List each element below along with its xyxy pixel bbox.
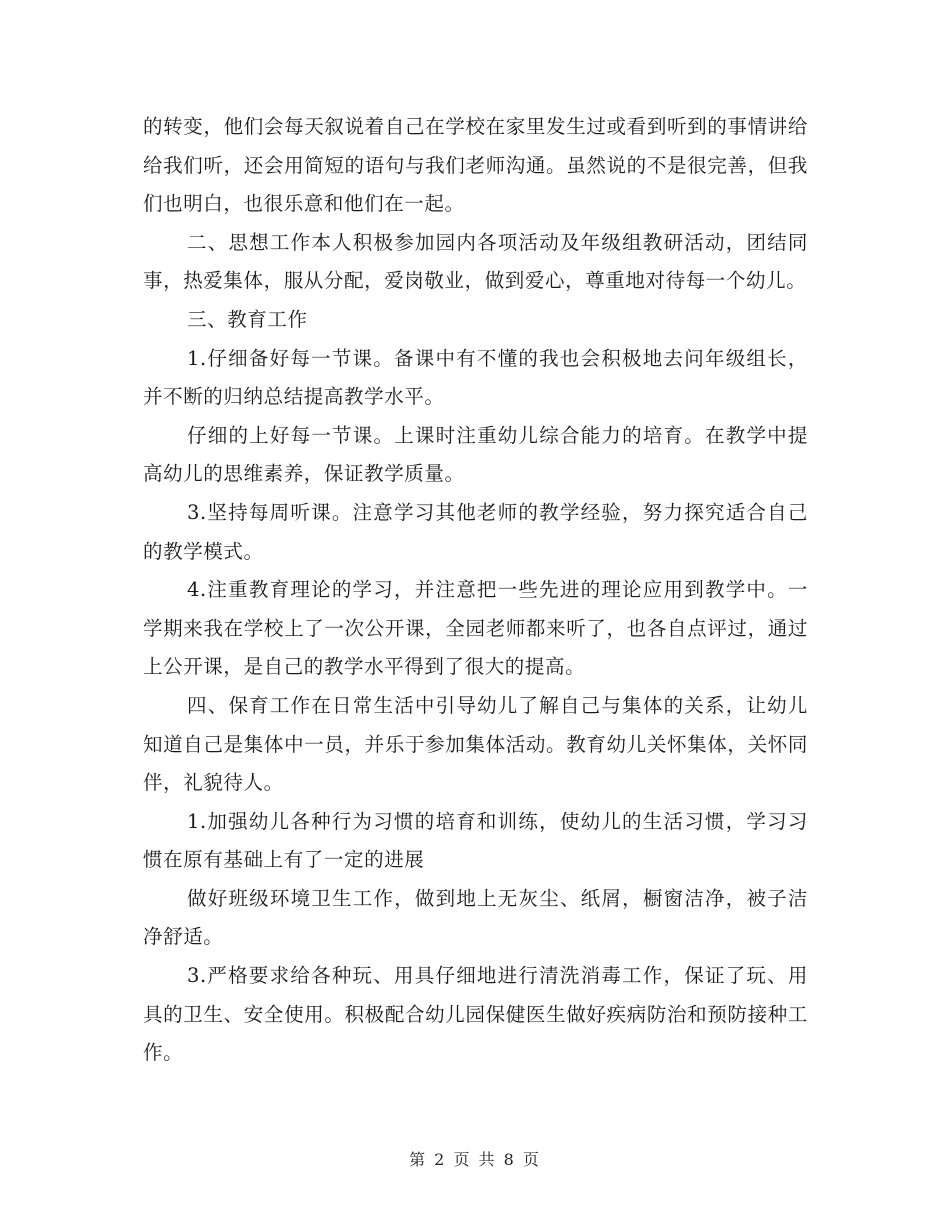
paragraph-8: 四、保育工作在日常生活中引导幼儿了解自己与集体的关系，让幼儿知道自己是集体中一员，并乐于参加集体活动。教育幼儿关怀集体，关怀同伴，礼貌待人。 (143, 693, 808, 795)
paragraph-7: 4.注重教育理论的学习，并注意把一些先进的理论应用到教学中。一学期来我在学校上了一次公开课，全园老师都来听了，也各自点评过，通过上公开课，是自己的教学水平得到了很大的提高。 (143, 578, 808, 679)
paragraph-3: 三、教育工作 (187, 307, 308, 331)
page-number-footer: 第 2 页 共 8 页 (409, 1150, 541, 1169)
paragraph-6: 3.坚持每周听课。注意学习其他老师的教学经验，努力探究适合自己的教学模式。 (143, 500, 808, 563)
paragraph-10: 做好班级环境卫生工作，做到地上无灰尘、纸屑，橱窗洁净，被子洁净舒适。 (143, 886, 808, 949)
paragraph-1: 的转变，他们会每天叙说着自己在学校在家里发生过或看到听到的事情讲给给我们听，还会用简短的语句与我们老师沟通。虽然说的不是很完善，但我们也明白，也很乐意和他们在一起。 (143, 115, 808, 216)
paragraph-5: 仔细的上好每一节课。上课时注重幼儿综合能力的培育。在教学中提高幼儿的思维素养，保证教学质量。 (143, 423, 808, 486)
paragraph-4: 1.仔细备好每一节课。备课中有不懂的我也会积极地去问年级组长，并不断的归纳总结提高教学水平。 (143, 346, 808, 409)
paragraph-11: 3.严格要求给各种玩、用具仔细地进行清洗消毒工作，保证了玩、用具的卫生、安全使用。积极配合幼儿园保健医生做好疾病防治和预防接种工作。 (143, 964, 808, 1065)
paragraph-2: 二、思想工作本人积极参加园内各项活动及年级组教研活动，团结同事，热爱集体，服从分配，爱岗敬业，做到爱心，尊重地对待每一个幼儿。 (143, 230, 808, 293)
paragraph-9: 1.加强幼儿各种行为习惯的培育和训练，使幼儿的生活习惯，学习习惯在原有基础上有了一定的进展 (143, 809, 808, 872)
document-body (143, 108, 808, 1073)
